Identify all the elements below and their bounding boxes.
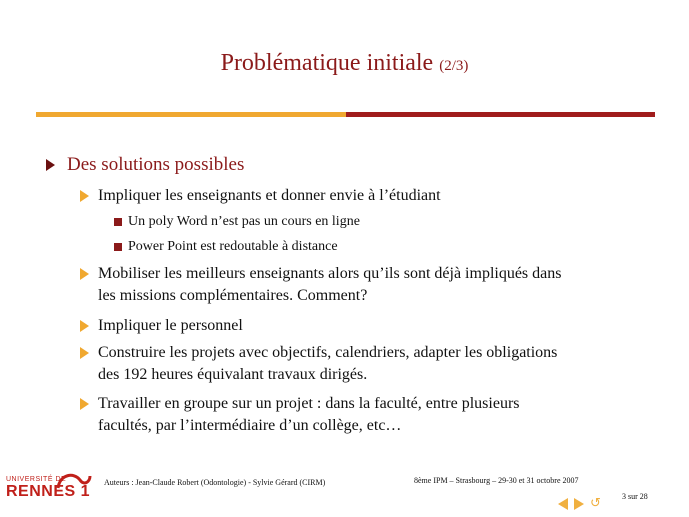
footer-authors: Auteurs : Jean-Claude Robert (Odontologie) - Sylvie Gérard (CIRM): [104, 478, 326, 487]
bullet-item: [80, 315, 650, 337]
bullet-item-text: Impliquer les enseignants et donner envie à l’étudiant: [98, 187, 441, 204]
bullet-level1-text: Des solutions possibles: [67, 154, 245, 175]
sub-bullet-text: Power Point est redoutable à distance: [128, 239, 338, 254]
bullet-item: [80, 185, 650, 207]
square-bullet-icon: [114, 218, 122, 226]
bullet-item-line: Construire les projets avec objectifs, calendriers, adapter les obligations: [98, 344, 558, 361]
square-bullet-icon: [114, 243, 122, 251]
bullet-item-line: les missions complémentaires. Comment?: [98, 287, 368, 304]
title-rule-orange: [36, 112, 346, 117]
sub-bullet-text: Un poly Word n’est pas un cours en ligne: [128, 214, 360, 229]
slide-title-counter: (2/3): [439, 58, 469, 74]
footer-event: 8ème IPM – Strasbourg – 29-30 et 31 octobre 2007: [414, 476, 579, 485]
bullet-item-line: Travailler en groupe sur un projet : dans la faculté, entre plusieurs: [98, 395, 520, 412]
title-rule-red: [346, 112, 655, 117]
bullet-item: [80, 342, 650, 386]
university-logo: [6, 470, 92, 504]
triangle-bullet-icon: [80, 347, 89, 359]
triangle-bullet-icon: [80, 398, 89, 410]
triangle-bullet-icon: [46, 159, 55, 171]
refresh-icon[interactable]: ↺: [590, 496, 601, 511]
sub-bullet-item: [114, 212, 360, 232]
bullet-item-line: facultés, par l’intermédiaire d’un collège, etc…: [98, 417, 402, 434]
bullet-item-text: Impliquer le personnel: [98, 317, 243, 334]
slide-title-text: Problématique initiale: [220, 50, 434, 76]
bullet-item: [80, 263, 650, 307]
sub-bullet-item: [114, 237, 338, 257]
triangle-bullet-icon: [80, 268, 89, 280]
footer-page-number: 3 sur 28: [622, 492, 648, 501]
bullet-item-line: Mobiliser les meilleurs enseignants alors qu’ils sont déjà impliqués dans: [98, 265, 562, 282]
bullet-level1: [46, 154, 244, 176]
arrow-left-icon[interactable]: [558, 498, 568, 510]
bullet-item: [80, 393, 650, 437]
logo-text-top: UNIVERSITÉ DE: [6, 476, 67, 483]
slide-title: [0, 48, 689, 81]
bullet-item-line: des 192 heures équivalant travaux dirigés.: [98, 366, 368, 383]
triangle-bullet-icon: [80, 190, 89, 202]
logo-text-main: RENNES 1: [6, 483, 91, 500]
arrow-right-icon[interactable]: [574, 498, 584, 510]
triangle-bullet-icon: [80, 320, 89, 332]
slide-navigation: [558, 498, 601, 510]
